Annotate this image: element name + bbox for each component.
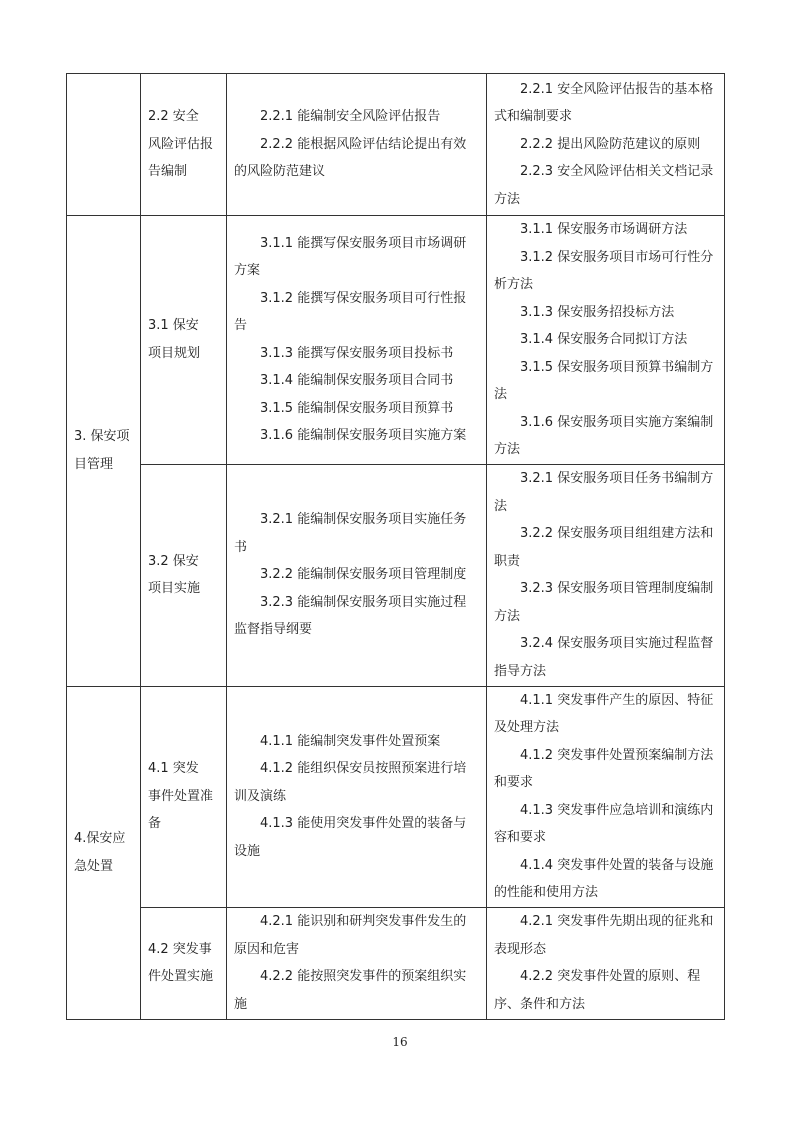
unit-cell: 3.1 保安 项目规划 [141,216,227,465]
knowledge-cell: 3.1.1 保安服务市场调研方法 3.1.2 保安服务项目市场可行性分析方法 3.1.3 保安服务招投标方法 3.1.4 保安服务合同拟订方法 3.1.5 保安服务项目预算书编制方法 3.1.6 保安服务项目实施方案编制方法 [487,216,725,465]
skills-cell: 3.2.1 能编制保安服务项目实施任务书 3.2.2 能编制保安服务项目管理制度 3.2.3 能编制保安服务项目实施过程监督指导纲要 [227,464,487,686]
unit-cell: 4.2 突发事 件处置实施 [141,907,227,1019]
knowledge-cell: 3.2.1 保安服务项目任务书编制方法 3.2.2 保安服务项目组组建方法和职责 3.2.3 保安服务项目管理制度编制方法 3.2.4 保安服务项目实施过程监督指导方法 [487,464,725,686]
knowledge-cell: 4.2.1 突发事件先期出现的征兆和表现形态 4.2.2 突发事件处置的原则、程序、条件和方法 [487,907,725,1019]
competency-table [66,73,725,1020]
page-number: 16 [392,1035,408,1049]
knowledge-cell: 2.2.1 安全风险评估报告的基本格式和编制要求 2.2.2 提出风险防范建议的原则 2.2.3 安全风险评估相关文档记录方法 [487,74,725,216]
skills-cell: 4.2.1 能识别和研判突发事件发生的原因和危害 4.2.2 能按照突发事件的预案组织实施 [227,907,487,1019]
skills-cell: 2.2.1 能编制安全风险评估报告 2.2.2 能根据风险评估结论提出有效的风险防范建议 [227,74,487,216]
skills-cell: 3.1.1 能撰写保安服务项目市场调研方案 3.1.2 能撰写保安服务项目可行性报告 3.1.3 能撰写保安服务项目投标书 3.1.4 能编制保安服务项目合同书 3.1.5 能编制保安服务项目预算书 3.1.6 能编制保安服务项目实施方案 [227,216,487,465]
skills-cell: 4.1.1 能编制突发事件处置预案 4.1.2 能组织保安员按照预案进行培训及演练 4.1.3 能使用突发事件处置的装备与设施 [227,686,487,907]
table-row [67,74,725,216]
unit-cell: 3.2 保安 项目实施 [141,464,227,686]
table-row [67,464,725,686]
area-cell: 4.保安应急处置 [67,686,141,1019]
knowledge-cell: 4.1.1 突发事件产生的原因、特征及处理方法 4.1.2 突发事件处置预案编制方法和要求 4.1.3 突发事件应急培训和演练内容和要求 4.1.4 突发事件处置的装备与设施的性能和使用方法 [487,686,725,907]
table-row [67,686,725,907]
unit-cell: 4.1 突发 事件处置准 备 [141,686,227,907]
area-cell [67,74,141,216]
table-row [67,907,725,1019]
unit-cell: 2.2 安全 风险评估报 告编制 [141,74,227,216]
table-row [67,216,725,465]
area-cell: 3. 保安项目管理 [67,216,141,687]
